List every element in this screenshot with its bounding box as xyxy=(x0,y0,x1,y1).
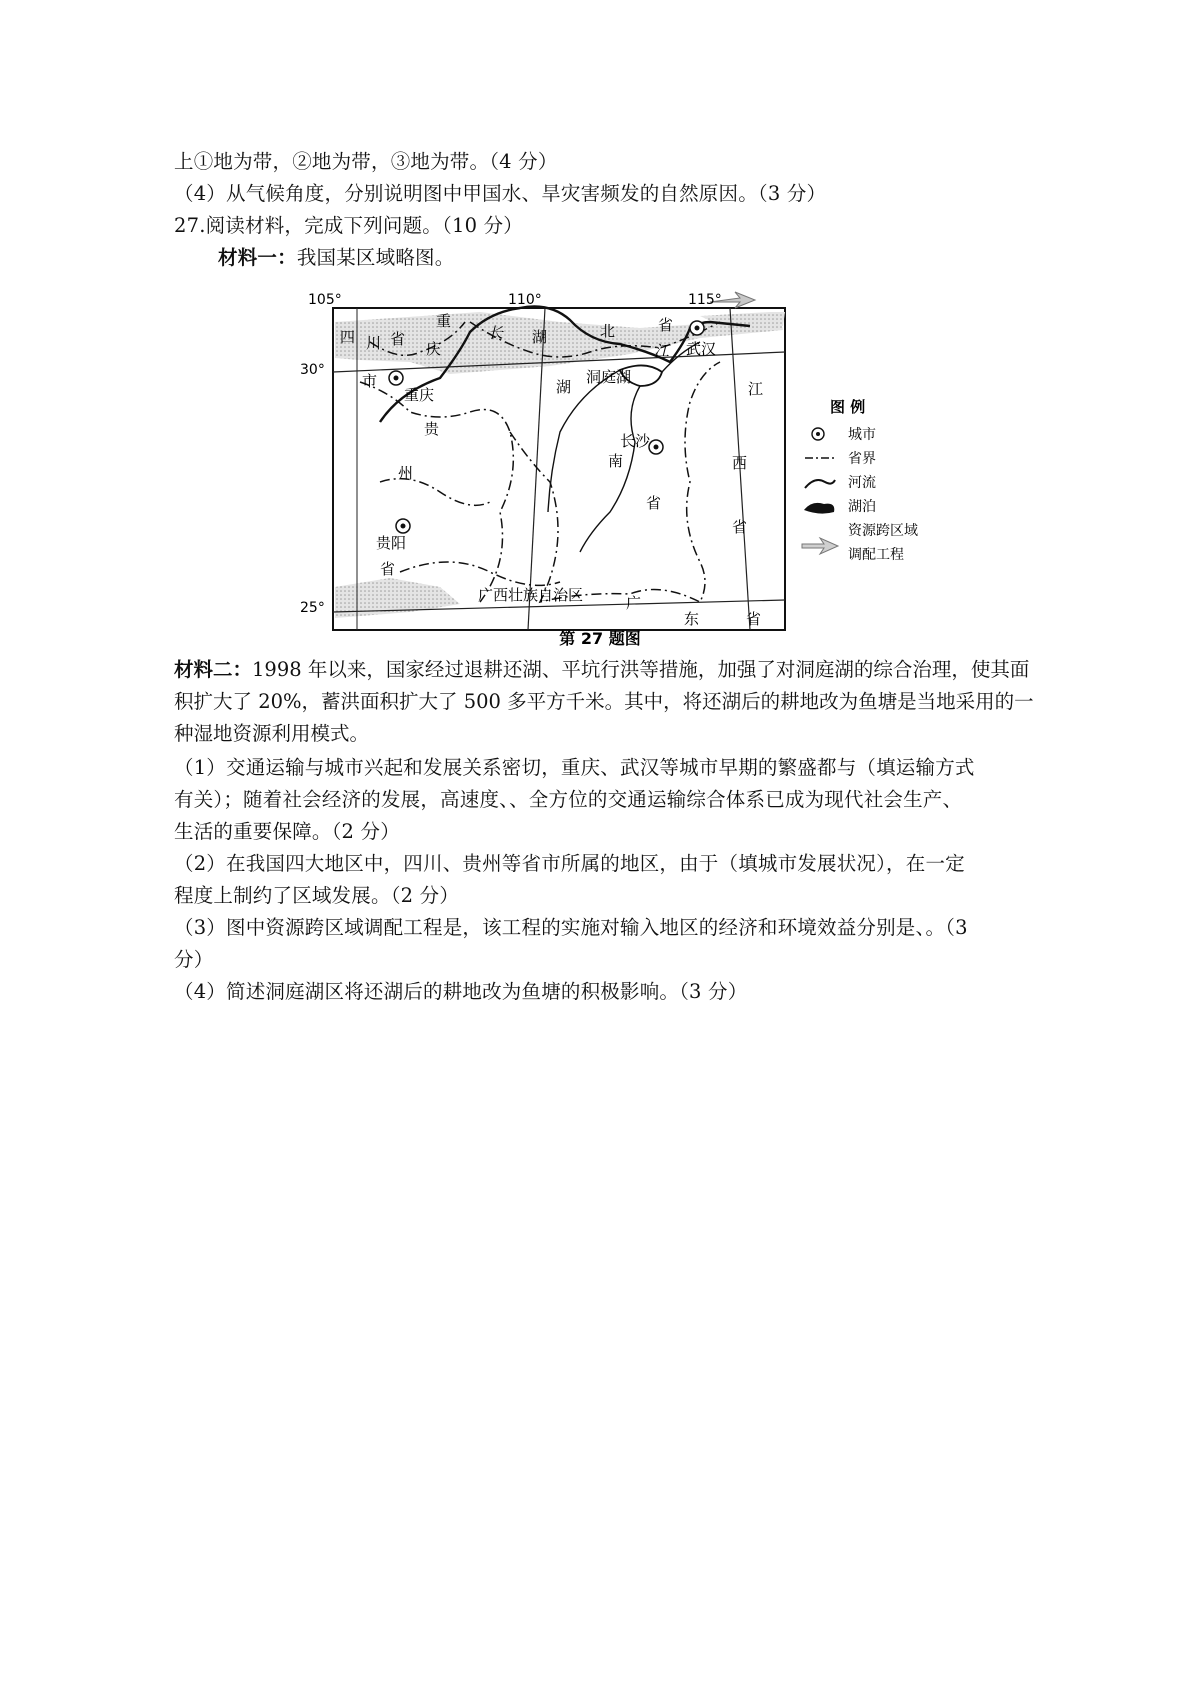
legend-title: 图 例 xyxy=(830,398,866,416)
question-2-line-2: 程度上制约了区域发展。（2 分） xyxy=(174,884,460,907)
label-sichuan-3: 省 xyxy=(390,330,406,348)
legend-lake-label: 湖泊 xyxy=(848,499,876,515)
label-guiyang: 贵阳 xyxy=(376,534,407,552)
legend-river-label: 河流 xyxy=(848,475,876,491)
label-sichuan-2: 川 xyxy=(366,334,382,352)
label-guangdong-dong: 东 xyxy=(684,610,700,628)
label-hubei-bei: 北 xyxy=(600,322,616,340)
region-map-figure xyxy=(300,282,950,650)
material-1-line xyxy=(218,242,454,273)
label-jiangxi-jiang: 江 xyxy=(748,380,764,398)
label-guangxi: 广西壮族自治区 xyxy=(478,586,584,604)
legend-transfer-label-2: 调配工程 xyxy=(848,547,904,563)
city-marker-wuhan xyxy=(690,321,704,335)
legend-border-label: 省界 xyxy=(848,451,876,467)
lon-label-110: 110° xyxy=(508,292,542,308)
label-hubei-sheng: 省 xyxy=(658,316,674,334)
text-line-2: （4）从气候角度，分别说明图中甲国水、旱灾害频发的自然原因。（3 分） xyxy=(174,182,827,205)
label-jiangxi-sheng: 省 xyxy=(732,518,748,536)
legend-transfer-label-1: 资源跨区域 xyxy=(848,523,918,539)
lat-label-25: 25° xyxy=(300,600,325,616)
label-chongqing-city: 重庆 xyxy=(404,386,435,404)
label-guangdong-sheng: 省 xyxy=(746,610,762,628)
material-1-text: 我国某区域略图。 xyxy=(296,246,455,269)
label-shi: 市 xyxy=(362,372,378,390)
question-1-line-3: 生活的重要保障。（2 分） xyxy=(174,820,400,843)
label-changsha: 长沙 xyxy=(620,432,651,450)
label-hunan-sheng: 省 xyxy=(646,494,662,512)
question-1-line-2: 有关）；随着社会经济的发展，高速度、、全方位的交通运输综合体系已成为现代社会生产、 xyxy=(174,788,963,811)
region-map-svg xyxy=(300,282,950,650)
city-marker-chongqing xyxy=(389,371,403,385)
label-hubei-hu: 湖 xyxy=(532,328,548,346)
label-chongqing-a: 重 xyxy=(436,312,452,330)
label-sichuan-1: 四 xyxy=(340,328,356,346)
city-marker-guiyang xyxy=(396,519,410,533)
label-dongting: 洞庭湖 xyxy=(586,368,632,386)
lon-label-115: 115° xyxy=(688,292,722,308)
legend-river-icon xyxy=(805,480,835,488)
label-jiangxi-xi: 西 xyxy=(732,454,748,472)
label-guangdong-guang: 广 xyxy=(626,594,642,612)
label-guizhou-sheng: 省 xyxy=(380,560,396,578)
label-hunan-hu: 湖 xyxy=(556,378,572,396)
label-chongqing-b: 庆 xyxy=(426,340,442,358)
material-1-label: 材料一： xyxy=(218,246,297,269)
material-2-paragraph xyxy=(174,654,1044,750)
legend-lake-icon xyxy=(804,503,834,514)
label-hunan-nan: 南 xyxy=(608,452,624,470)
material-2-text: 1998 年以来，国家经过退耕还湖、平坑行洪等措施，加强了对洞庭湖的综合治理，使其面积扩大了 20%，蓄洪面积扩大了 500 多平方千米。其中，将还湖后的耕地改为鱼塘是当地采用的一种湿地资源利用模式。 xyxy=(174,658,1034,745)
question-3-line-1: （3）图中资源跨区域调配工程是，该工程的实施对输入地区的经济和环境效益分别是、。（3 xyxy=(174,916,968,939)
label-guizhou-gui: 贵 xyxy=(424,420,440,438)
question-4-line: （4）简述洞庭湖区将还湖后的耕地改为鱼塘的积极影响。（3 分） xyxy=(174,980,748,1003)
legend-city-icon xyxy=(812,428,824,440)
lat-label-30: 30° xyxy=(300,362,325,378)
lon-label-105: 105° xyxy=(308,292,342,308)
legend-transfer-icon xyxy=(802,538,838,554)
label-chang: 长 xyxy=(488,324,504,342)
question-27-heading: 27.阅读材料，完成下列问题。（10 分） xyxy=(174,214,523,237)
map-caption: 第 27 题图 xyxy=(559,629,641,648)
question-3-line-2: 分） xyxy=(174,948,214,971)
label-jiang: 江 xyxy=(654,342,670,360)
city-marker-changsha xyxy=(649,440,663,454)
material-2-label: 材料二： xyxy=(174,658,253,681)
label-wuhan: 武汉 xyxy=(686,340,717,358)
question-2-line-1: （2）在我国四大地区中，四川、贵州等省市所属的地区，由于（填城市发展状况），在一定 xyxy=(174,852,965,875)
question-1-line-1: （1）交通运输与城市兴起和发展关系密切，重庆、武汉等城市早期的繁盛都与（填运输方式 xyxy=(174,756,975,779)
legend-city-label: 城市 xyxy=(848,427,876,443)
text-line-1: 上①地为带，②地为带，③地为带。（4 分） xyxy=(174,150,558,173)
label-guizhou-zhou: 州 xyxy=(398,464,414,482)
